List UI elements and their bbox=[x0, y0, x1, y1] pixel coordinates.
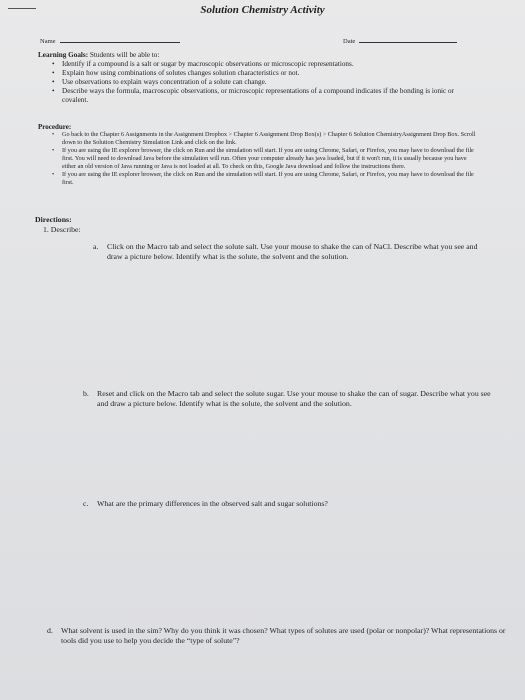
procedure-header: Procedure: bbox=[38, 123, 72, 131]
question-letter: a. bbox=[93, 242, 99, 251]
directions-header: Directions: bbox=[35, 215, 72, 224]
learning-goals-section bbox=[38, 51, 478, 105]
procedure-item: • Go back to the Chapter 6 Assignments in the Assignment Dropbox > Chapter 6 Assignment Drop Box(s) > Chapter 6 Solution ChemistryAssignment Drop Box. Scroll down to the Solution Chemistry Simulation Link and click on the link. bbox=[38, 131, 478, 147]
date-field bbox=[343, 38, 457, 45]
question-text: What solvent is used in the sim? Why do you think it was chosen? What types of solutes are used (polar or nonpolar)? What representations or tools did you use to help you decide the “type of solute”? bbox=[61, 626, 506, 645]
procedure-list bbox=[38, 131, 478, 187]
learning-goals-header: Learning Goals: bbox=[38, 51, 89, 59]
learning-goal-item: • Explain how using combinations of solutes changes solution characteristics or not. bbox=[38, 69, 478, 78]
procedure-item: • If you are using the IE explorer browser, the click on Run and the simulation will start. If you are using Chrome, Safari, or Firefox, you may have to download the file first. You will need to download Java before the simulation will run. Often your computer already has java loaded, but if it won't run, it is usually because you have either an old version of Java running or Java is not loaded at all. To check on this, Google Java download and follow the instructions there. bbox=[38, 147, 478, 171]
page-title: Solution Chemistry Activity bbox=[200, 4, 325, 16]
describe-heading: 1. Describe: bbox=[43, 225, 81, 234]
question-letter: d. bbox=[47, 626, 53, 635]
question-letter: b. bbox=[83, 389, 89, 398]
learning-goals-intro: Students will be able to: bbox=[89, 51, 160, 59]
learning-goal-item: • Describe ways the formula, macroscopic observations, or microscopic representations of a compound indicates if the bonding is ionic or covalent. bbox=[38, 87, 478, 105]
name-blank bbox=[60, 42, 180, 43]
learning-goal-item: • Identify if a compound is a salt or sugar by macroscopic observations or microscopic representations. bbox=[38, 60, 478, 69]
question-text: Reset and click on the Macro tab and select the solute sugar. Use your mouse to shake the can of sugar. Describe what you see and draw a picture below. Identify what is the solute, the solvent and the solution. bbox=[97, 389, 491, 408]
learning-goal-item: • Use observations to explain ways concentration of a solute can change. bbox=[38, 78, 478, 87]
procedure-item: • If you are using the IE explorer browser, the click on Run and the simulation will start. If you are using Chrome, Safari, or Firefox, you may have to download the file first. bbox=[38, 171, 478, 187]
name-label: Name bbox=[40, 38, 56, 45]
date-label: Date bbox=[343, 38, 356, 45]
procedure-section bbox=[38, 123, 478, 187]
question-text: What are the primary differences in the observed salt and sugar solutions? bbox=[97, 499, 328, 508]
question-text: Click on the Macro tab and select the solute salt. Use your mouse to shake the can of NaCl. Describe what you see and draw a picture below. Identify what is the solute, the solvent and the solution. bbox=[107, 242, 478, 261]
name-field bbox=[40, 38, 180, 45]
date-blank bbox=[359, 42, 457, 43]
question-letter: c. bbox=[83, 499, 89, 508]
directions-section bbox=[35, 215, 490, 224]
learning-goals-list bbox=[38, 60, 478, 105]
